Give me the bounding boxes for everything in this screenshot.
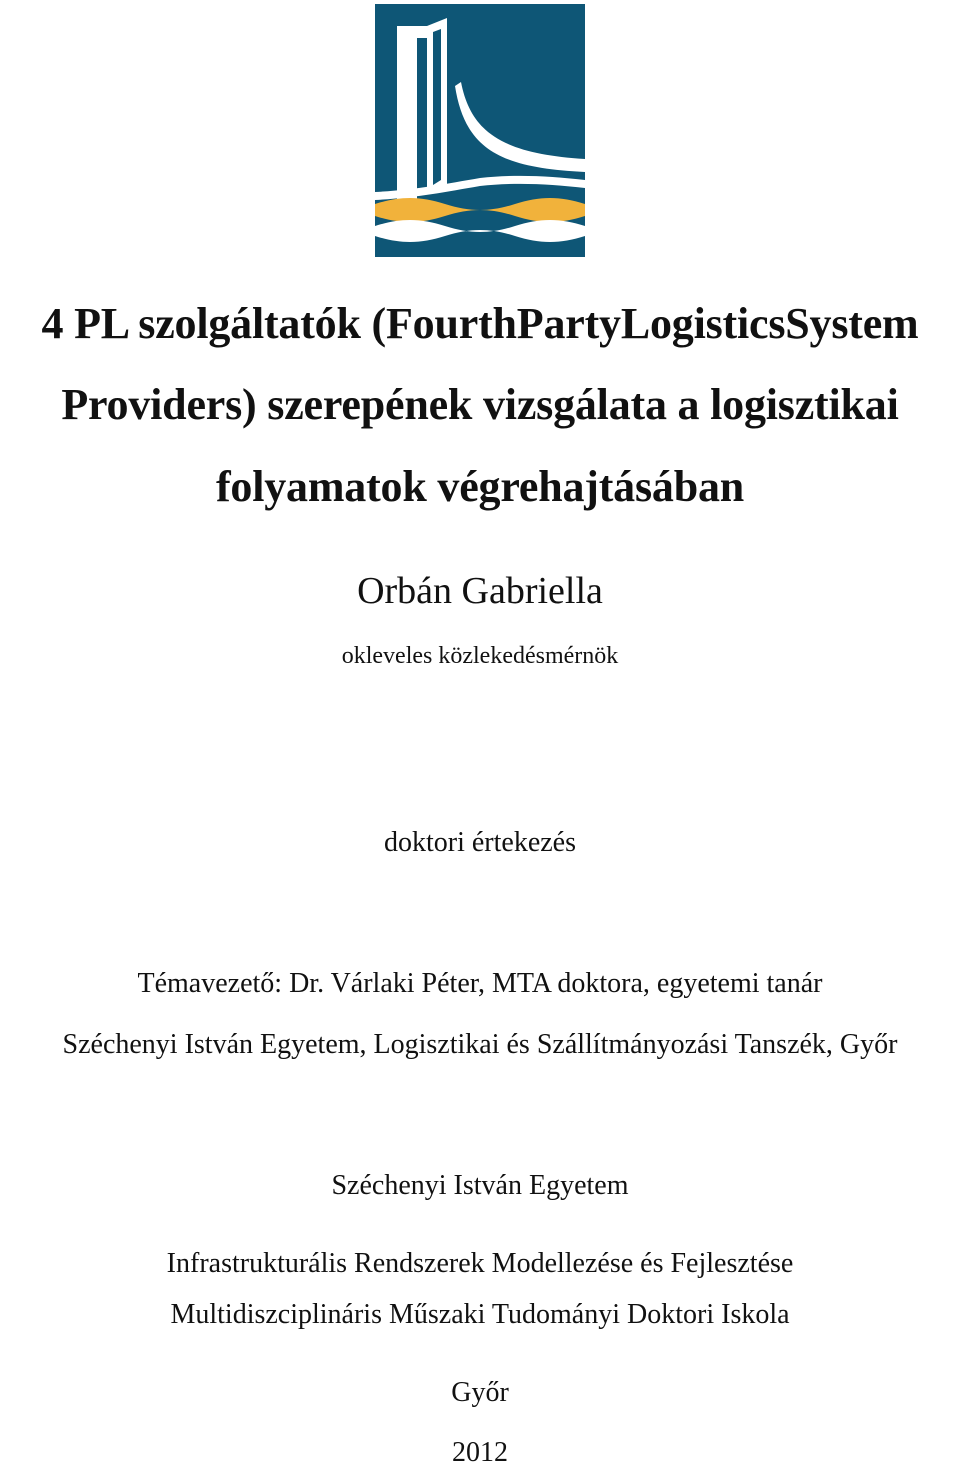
city: Győr: [451, 1377, 509, 1408]
year: 2012: [452, 1437, 508, 1468]
doctoral-school: Multidiszciplináris Műszaki Tudományi Doktori Iskola: [170, 1299, 790, 1330]
author-name: Orbán Gabriella: [357, 570, 603, 612]
doctoral-program: Infrastrukturális Rendszerek Modellezése és Fejlesztése: [166, 1248, 794, 1279]
document-title-line-3: folyamatok végrehajtásában: [215, 462, 745, 511]
document-title-line-1: 4 PL szolgáltatók (FourthPartyLogisticsSystem: [41, 299, 919, 348]
author-degree: okleveles közlekedésmérnök: [341, 643, 619, 669]
supervisor-affiliation: Széchenyi István Egyetem, Logisztikai és Szállítmányozási Tanszék, Győr: [62, 1029, 898, 1060]
university-name: Széchenyi István Egyetem: [331, 1170, 629, 1201]
document-type: doktori értekezés: [383, 827, 577, 858]
document-title-line-2: Providers) szerepének vizsgálata a logisztikai: [61, 380, 899, 429]
university-bridge-logo-icon: [375, 4, 585, 257]
supervisor-line: Témavezető: Dr. Várlaki Péter, MTA doktora, egyetemi tanár: [137, 968, 823, 999]
